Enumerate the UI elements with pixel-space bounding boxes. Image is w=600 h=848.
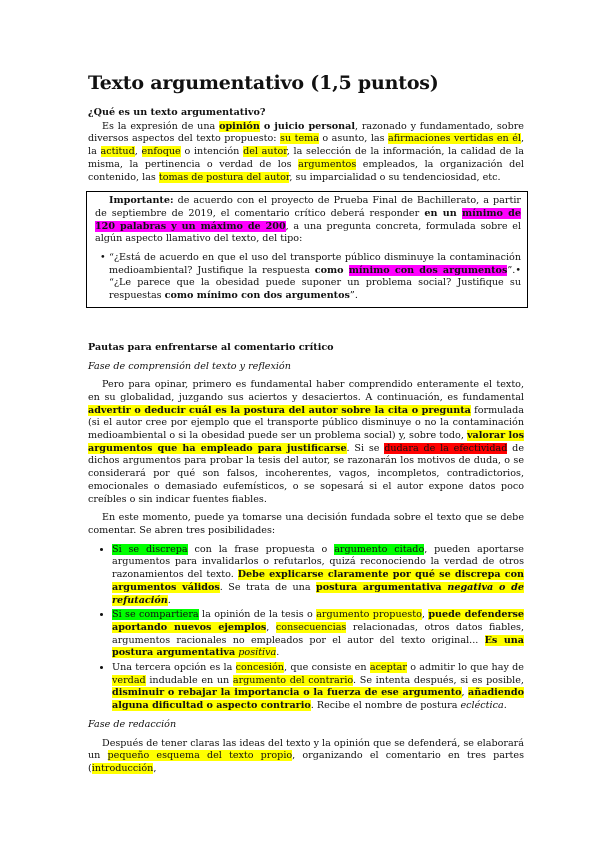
list-item-concesion: • Una tercera opción es la concesión, que consiste en aceptar o admitir lo que hay de verdad indudable en un argumento del contrario. Se intenta después, si es posible, disminuir o rebajar la importancia o la fuerza de ese argumento, añadiendo alguna dificultad o aspecto contrario. Recibe el nombre de postura ecléctica. xyxy=(112,662,524,713)
list-item-discrepar: • Si se discrepa con la frase propuesta o argumento citado, pueden aportarse argumentos para invalidarlos o refutarlos, quizá reconociendo la verdad de otros razonamientos del texto. Debe explicarse claramente por qué se discrepa con argumentos válidos. Se trata de una postura argumentativa negativa o de refutación. xyxy=(112,544,524,608)
document-body xyxy=(88,107,524,776)
definition-paragraph: Es la expresión de una opinión o juicio personal, razonado y fundamentado, sobre diversos aspectos del texto propuesto: su tema o asunto, las afirmaciones vertidas en él, la actitud, enfoque o intención del autor, la selección de la información, la calidad de la misma, la pertinencia o verdad de los argumentos empleados, la organización del contenido, las tomas de postura del autor, su imparcialidad o su tendenciosidad, etc. xyxy=(88,120,525,183)
paragraph-comprension: Pero para opinar, primero es fundamental haber comprendido enteramente el texto, en su globalidad, juzgando sus aciertos y desaciertos. A continuación, es fundamental advertir o deducir cuál es la postura del autor sobre la cita o pregunta formulada (si el autor cree por ejemplo que el transporte público disminuye o no la contaminación medioambiental o si la obesidad puede ser un problema social) y, sobre todo, valorar los argumentos que ha empleado para justificarse. Si se dudara de la efectividad de dichos argumentos para probar la tesis del autor, se razonarán los motivos de duda, o se considerará por qué son falsos, incoherentes, vagos, incompletos, contradictorios, emocionales o demasiado eufemísticos, o se sopesará si el autor expone datos poco creíbles o sin indicar fuentes fiables. xyxy=(88,379,525,505)
subheading-redaccion: Fase de redacción xyxy=(88,718,177,730)
page-title: Texto argumentativo (1,5 puntos) xyxy=(88,72,439,94)
paragraph-posibilidades: En este momento, puede ya tomarse una decisión fundada sobre el texto que se debe comentar. Se abren tres posibilidades: xyxy=(88,512,524,536)
paragraph-redaccion: Después de tener claras las ideas del texto y la opinión que se defenderá, se elaborará un pequeño esquema del texto propio, organizando el comentario en tres partes (introducción, xyxy=(88,737,525,774)
possibilities-list xyxy=(88,544,524,713)
example-questions: • “¿Está de acuerdo en que el uso del transporte público disminuye la contaminación medioambiental? Justifique la respuesta como mínimo con dos argumentos”.• “¿Le parece que la obesidad puede suponer un problema social? Justifique su respuestas como mínimo con dos argumentos”. xyxy=(109,252,521,303)
important-note-text: Importante: de acuerdo con el proyecto de Prueba Final de Bachillerato, a partir de septiembre de 2019, el comentario crítico deberá responder en un mínimo de 120 palabras y un máximo de 200, a una pregunta concreta, formulada sobre el algún aspecto llamativo del texto, del tipo: xyxy=(95,195,521,245)
question-heading: ¿Qué es un texto argumentativo? xyxy=(88,107,266,118)
subheading-comprension: Fase de comprensión del texto y reflexión xyxy=(88,360,291,372)
list-item-compartir: • Si se compartiera la opinión de la tesis o argumento propuesto, puede defenderse aportando nuevos ejemplos, consecuencias relacionadas, otros datos fiables, argumentos racionales no empleados por el autor del texto original... Es una postura argumentativa positiva. xyxy=(112,609,524,660)
important-note-box xyxy=(86,191,528,308)
section-heading-pautas: Pautas para enfrentarse al comentario crítico xyxy=(88,341,334,353)
